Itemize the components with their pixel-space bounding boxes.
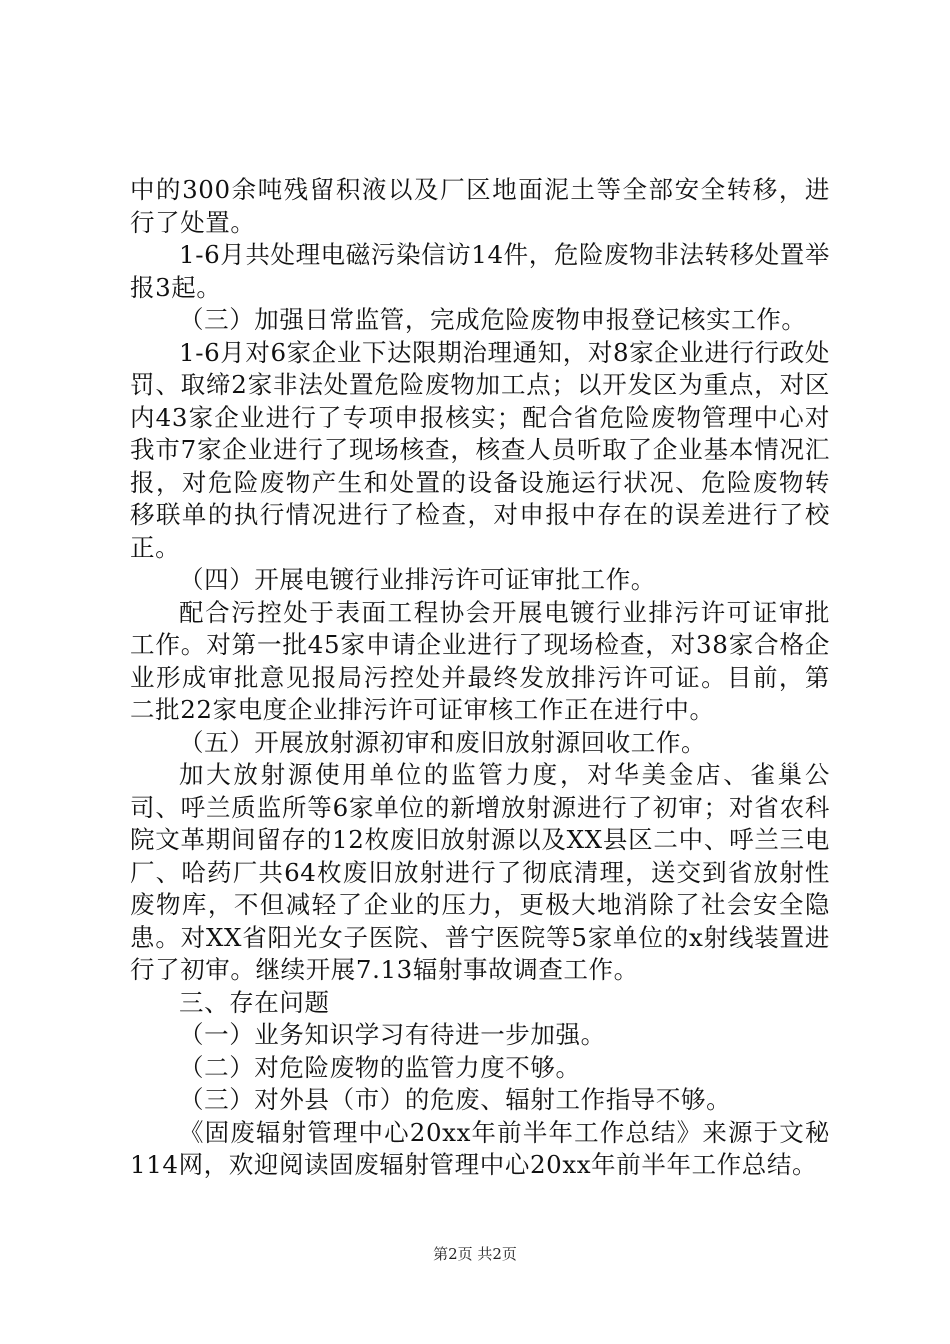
section-heading-problems: 三、存在问题 <box>179 987 330 1017</box>
section-heading-radiation: （五）开展放射源初审和废旧放射源回收工作。 <box>179 727 707 757</box>
page-footer: 第2页 共2页 <box>433 1245 517 1263</box>
paragraph-supervision: 1-6月对6家企业下达限期治理通知，对8家企业进行行政处罚、取缔2家非法处置危险废物加工点；以开发区为重点，对区内43家企业进行了专项申报核实；配合省危险废物管理中心对我市7家企业进行了现场核查，核查人员听取了企业基本情况汇报，对危险废物产生和处置的设备设施运行状况、危险废物转移联单的执行情况进行了检查，对申报中存在的误差进行了校正。 <box>130 337 830 562</box>
section-heading-electroplating: （四）开展电镀行业排污许可证审批工作。 <box>179 565 656 594</box>
paragraph-radiation: 加大放射源使用单位的监管力度，对华美金店、雀巢公司、呼兰质监所等6家单位的新增放射源进行了初审；对省农科院文革期间留存的12枚废旧放射源以及XX县区二中、呼兰三电厂、哈药厂共64枚废旧放射进行了彻底清理，送交到省放射性废物库，不但减轻了企业的压力，更极大地消除了社会安全隐患。对XX省阳光女子医院、普宁医院等5家单位的x射线装置进行了初审。继续开展7.13辐射事故调查工作。 <box>130 760 830 984</box>
problem-item-2: （二）对危险废物的监管力度不够。 <box>179 1052 581 1082</box>
paragraph-complaints: 1-6月共处理电磁污染信访14件，危险废物非法转移处置举报3起。 <box>130 240 830 302</box>
section-heading-supervision: （三）加强日常监管，完成危险废物申报登记核实工作。 <box>179 305 807 334</box>
problem-item-1: （一）业务知识学习有待进一步加强。 <box>179 1020 606 1049</box>
paragraph-source-note: 《固废辐射管理中心20xx年前半年工作总结》来源于文秘114网，欢迎阅读固废辐射管理中心20xx年前半年工作总结。 <box>130 1117 830 1179</box>
document-body <box>130 174 830 1182</box>
paragraph-electroplating: 配合污控处于表面工程协会开展电镀行业排污许可证审批工作。对第一批45家申请企业进行了现场检查，对38家合格企业形成审批意见报局污控处并最终发放排污许可证。目前，第二批22家电度企业排污许可证审核工作正在进行中。 <box>130 597 830 724</box>
paragraph-continuation: 中的300余吨残留积液以及厂区地面泥土等全部安全转移，进行了处置。 <box>130 175 830 237</box>
problem-item-3: （三）对外县（市）的危废、辐射工作指导不够。 <box>179 1085 732 1114</box>
